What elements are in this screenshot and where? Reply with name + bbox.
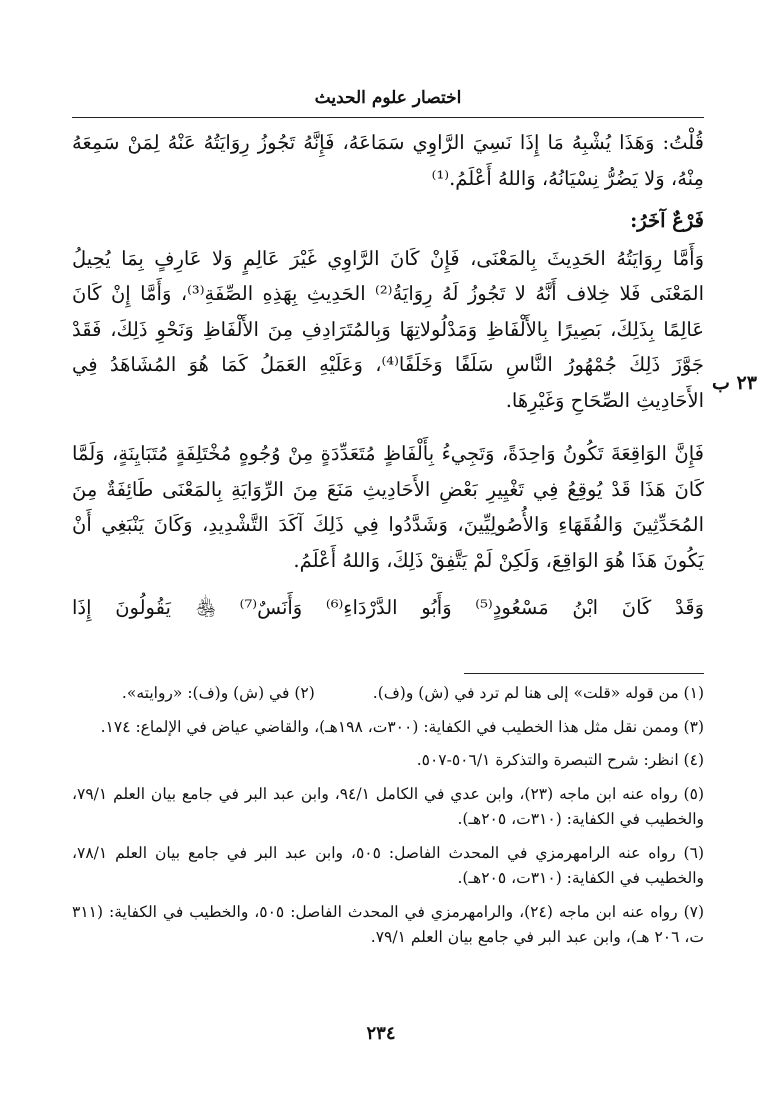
running-header: اختصار علوم الحديث	[314, 88, 462, 108]
margin-folio-note: ٢٣ ب	[712, 372, 757, 394]
footnote-3: (٣) وممن نقل مثل هذا الخطيب في الكفاية: (٣٠٠ت، ١٩٨هـ)، والقاضي عياض في الإلماع: ١٧٤.	[100, 717, 704, 736]
section-heading: فَرْعٌ آخَرُ:	[630, 209, 704, 232]
paragraph-1: قُلْتُ: وَهَذَا يُشْبِهُ مَا إِذَا نَسِيَ الرَّاوِي سَمَاعَهُ، فَإِنَّهُ تَجُوزُ رِوَايَتُهُ عَنْهُ لِمَنْ سَمِعَهُ مِنْهُ، وَلا يَضُرُّ نِسْيَانُهُ، وَاللهُ أَعْلَمُ.⁽¹⁾	[72, 131, 704, 190]
footnote-rule	[464, 673, 704, 674]
footnote-1: (١) من قوله «قلت» إلى هنا لم ترد في (ش) و(ف).	[372, 684, 704, 702]
main-text	[72, 125, 704, 626]
paragraph-2: وَأَمَّا رِوَايَتُهُ الحَدِيثَ بِالمَعْنَى، فَإِنْ كَانَ الرَّاوِي غَيْرَ عَالِمٍ وَلا عَارِفٍ بِمَا يُحِيلُ المَعْنَى فَلا خِلاف أَنَّهُ لا تَجُوزُ لَهُ رِوَايَةُ⁽²⁾ الحَدِيثِ بِهَذِهِ الصِّفَةِ⁽³⁾، وَأَمَّا إِنْ كَانَ عَالِمًا بِذَلِكَ، بَصِيرًا بِالأَلْفَاظِ وَمَدْلُولاتِهَا وَبِالمُتَرَادِفِ مِنَ الأَلْفَاظِ وَنَحْوِ ذَلِكَ، فَقَدْ جَوَّزَ ذَلِكَ جُمْهُورُ النَّاسِ سَلَفًا وَخَلَفًا⁽⁴⁾، وَعَلَيْهِ العَمَلُ كَمَا هُوَ المُشَاهَدُ فِي الأَحَادِيثِ الصِّحَاحِ وَغَيْرِهَا.	[72, 246, 705, 412]
footnote-4: (٤) انظر: شرح التبصرة والتذكرة ٥٠٦/١-٥٠٧.	[416, 751, 704, 769]
header-rule	[72, 117, 704, 118]
footnote-2: (٢) في (ش) و(ف): «روايته».	[121, 684, 315, 702]
paragraph-3: فَإِنَّ الوَاقِعَةَ تَكُونُ وَاحِدَةً، وَتَجِيءُ بِأَلْفَاظٍ مُتَعَدِّدَةٍ مِنْ وُجُوهٍ مُخْتَلِفَةٍ مُتَبَايِنَةٍ، وَلَمَّا كَانَ هَذَا قَدْ يُوقِعُ فِي تَغْيِيرِ بَعْضِ الأَحَادِيثِ مَنَعَ مِنَ الرِّوَايَةِ بِالمَعْنَى طَائِفَةٌ مِنَ المُحَدِّثِينَ وَالفُقَهَاءِ وَالأُصُولِيِّينَ، وَشَدَّدُوا فِي ذَلِكَ آكَدَ التَّشْدِيدِ، وَكَانَ يَنْبَغِي أَنْ يَكُونَ هَذَا هُوَ الوَاقِعَ، وَلَكِنْ لَمْ يَتَّفِقْ ذَلِكَ، وَاللهُ أَعْلَمُ.	[72, 442, 704, 572]
page-number: ٢٣٤	[366, 1023, 396, 1044]
paragraph-4: وَقَدْ كَانَ ابْنُ مَسْعُودٍ⁽⁵⁾ وَأَبُو الدَّرْدَاءِ⁽⁶⁾ وَأَنَسٌ⁽⁷⁾ ﵃ يَقُولُونَ إِذَا	[72, 596, 704, 619]
footnote-row-1-2	[72, 681, 704, 707]
footnote-6: (٦) رواه عنه الرامهرمزي في المحدث الفاصل: ٥٠٥، وابن عبد البر في جامع بيان العلم ٧٨/١، والخطيب في الكفاية: (٣١٠ت، ٢٠٥هـ).	[72, 843, 704, 887]
footnote-7: (٧) رواه عنه ابن ماجه (٢٤)، والرامهرمزي في المحدث الفاصل: ٥٠٥، والخطيب في الكفاية: (٣١١ ت، ٢٠٦ هـ)، وابن عبد البر في جامع بيان العلم ٧٩/١.	[72, 902, 705, 946]
footnote-5: (٥) رواه عنه ابن ماجه (٢٣)، وابن عدي في الكامل ٩٤/١، وابن عبد البر في جامع بيان العلم ٧٩/١، والخطيب في الكفاية: (٣١٠ت، ٢٠٥هـ).	[72, 784, 704, 828]
footnotes	[72, 681, 704, 959]
